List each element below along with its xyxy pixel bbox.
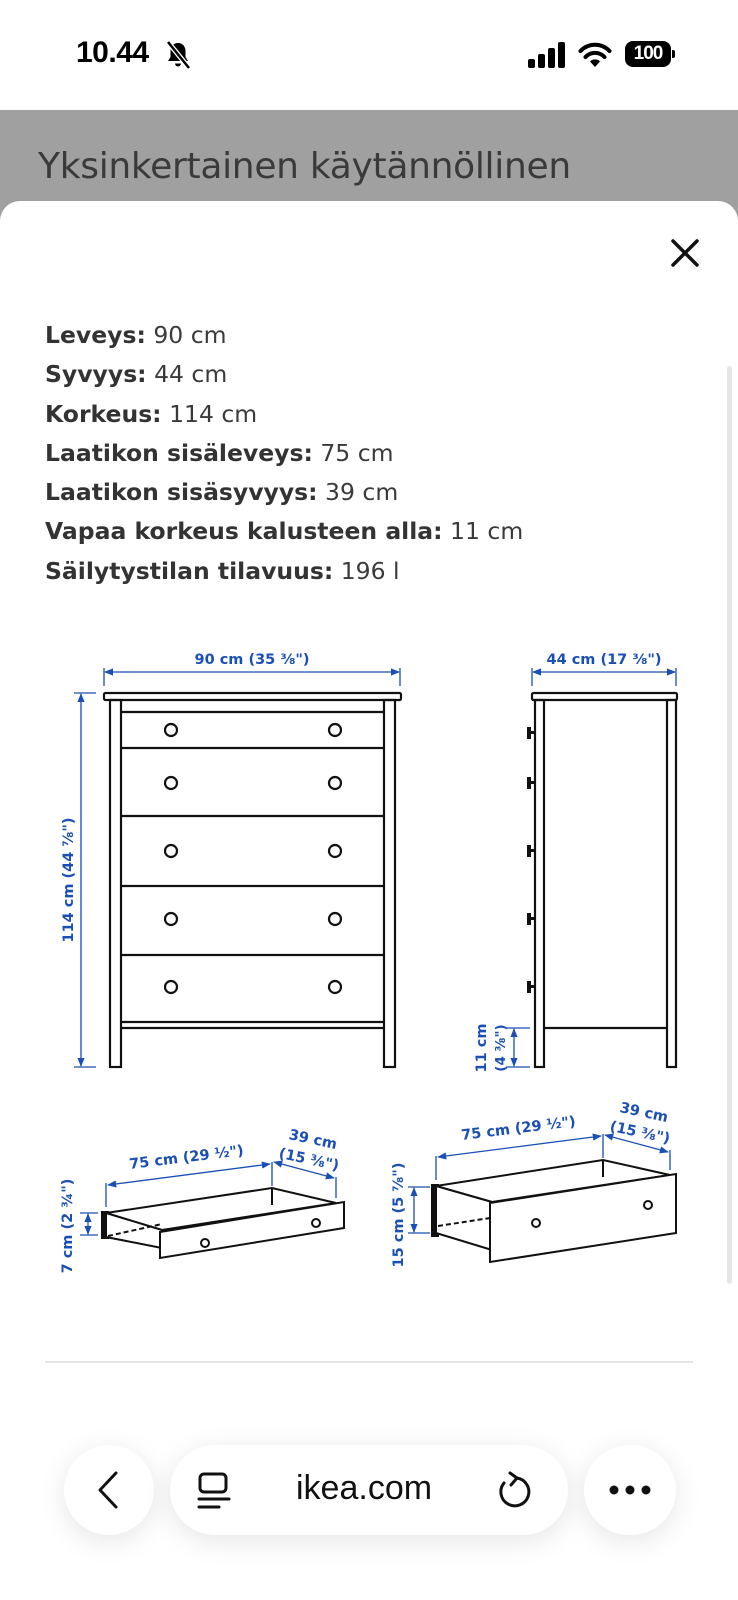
side-knobs (527, 727, 535, 993)
background-page-title: Yksinkertainen käytännöllinen (38, 146, 571, 187)
more-dots-icon (608, 1483, 652, 1497)
dimension-diagram (0, 620, 738, 1280)
large-drawer-depth-label-cm: 39 cm (618, 1100, 670, 1126)
battery-tip (672, 50, 675, 58)
spec-list (45, 316, 523, 591)
spec-label: Syvyys: (45, 360, 147, 389)
reload-icon[interactable] (495, 1470, 531, 1510)
spec-value: 39 cm (317, 478, 399, 507)
spec-row-height (45, 395, 523, 434)
spec-label: Säilytystilan tilavuus: (45, 556, 334, 585)
small-drawer-height-label: 7 cm (2 ¾") (60, 1178, 76, 1274)
status-bar (0, 0, 738, 110)
large-drawer-height-label: 15 cm (5 ⅞") (391, 1162, 407, 1268)
spec-row-floor-clearance (45, 512, 523, 551)
small-drawer-depth-label-cm: 39 cm (287, 1127, 339, 1153)
url-bar[interactable] (170, 1445, 568, 1535)
large-drawer-depth-label-in: (15 ⅜") (608, 1118, 672, 1148)
status-time: 10.44 (76, 36, 149, 69)
small-drawer-width-label: 75 cm (29 ½") (128, 1143, 245, 1173)
spec-value: 44 cm (146, 360, 228, 389)
floor-clearance-label-in: (4 ⅜") (493, 1024, 509, 1072)
side-depth-dimension (532, 668, 676, 686)
front-width-dimension (104, 668, 400, 686)
front-height-dimension (74, 693, 96, 1067)
spec-value: 114 cm (161, 399, 258, 428)
battery-level: 100 (625, 41, 671, 67)
spec-value: 11 cm (442, 517, 524, 546)
close-icon (673, 241, 697, 265)
spec-label: Korkeus: (45, 399, 162, 428)
small-drawer-depth-label-in: (15 ⅜") (277, 1145, 341, 1175)
side-depth-label: 44 cm (17 ⅜") (546, 652, 662, 668)
spec-label: Vapaa korkeus kalusteen alla: (45, 517, 443, 546)
side-view (532, 693, 677, 1067)
spec-row-drawer-inner-depth (45, 473, 523, 512)
spec-row-depth (45, 355, 523, 394)
wifi-icon (578, 40, 612, 68)
sheet-scrollbar[interactable] (727, 366, 732, 1284)
bell-slash-icon (164, 40, 192, 70)
floor-clearance-label-cm: 11 cm (474, 1023, 490, 1073)
battery-indicator (625, 41, 675, 67)
spec-row-storage-volume (45, 552, 523, 591)
browser-toolbar (0, 1420, 738, 1600)
spec-label: Laatikon sisäleveys: (45, 438, 313, 467)
spec-label: Laatikon sisäsyvyys: (45, 478, 318, 507)
close-button[interactable] (668, 236, 702, 270)
front-view (104, 693, 401, 1067)
large-drawer-width-label: 75 cm (29 ½") (460, 1114, 577, 1144)
spec-label: Leveys: (45, 321, 146, 349)
spec-row-width (45, 316, 523, 355)
url-text[interactable]: ikea.com (296, 1469, 433, 1507)
small-drawer (102, 1188, 344, 1258)
front-height-label: 114 cm (44 ⅞") (61, 817, 77, 943)
spec-value: 90 cm (145, 321, 227, 349)
section-divider (45, 1361, 693, 1363)
spec-value: 75 cm (312, 438, 394, 467)
large-drawer (432, 1160, 676, 1262)
more-button[interactable] (584, 1445, 676, 1535)
chevron-left-icon (94, 1470, 122, 1510)
cellular-signal-icon (528, 42, 566, 68)
back-button[interactable] (64, 1445, 154, 1535)
front-width-label: 90 cm (35 ⅜") (194, 652, 310, 668)
tab-overview-icon[interactable] (196, 1472, 232, 1510)
spec-row-drawer-inner-width (45, 434, 523, 473)
floor-clearance-dimension (506, 1028, 530, 1067)
spec-value: 196 l (333, 556, 400, 585)
